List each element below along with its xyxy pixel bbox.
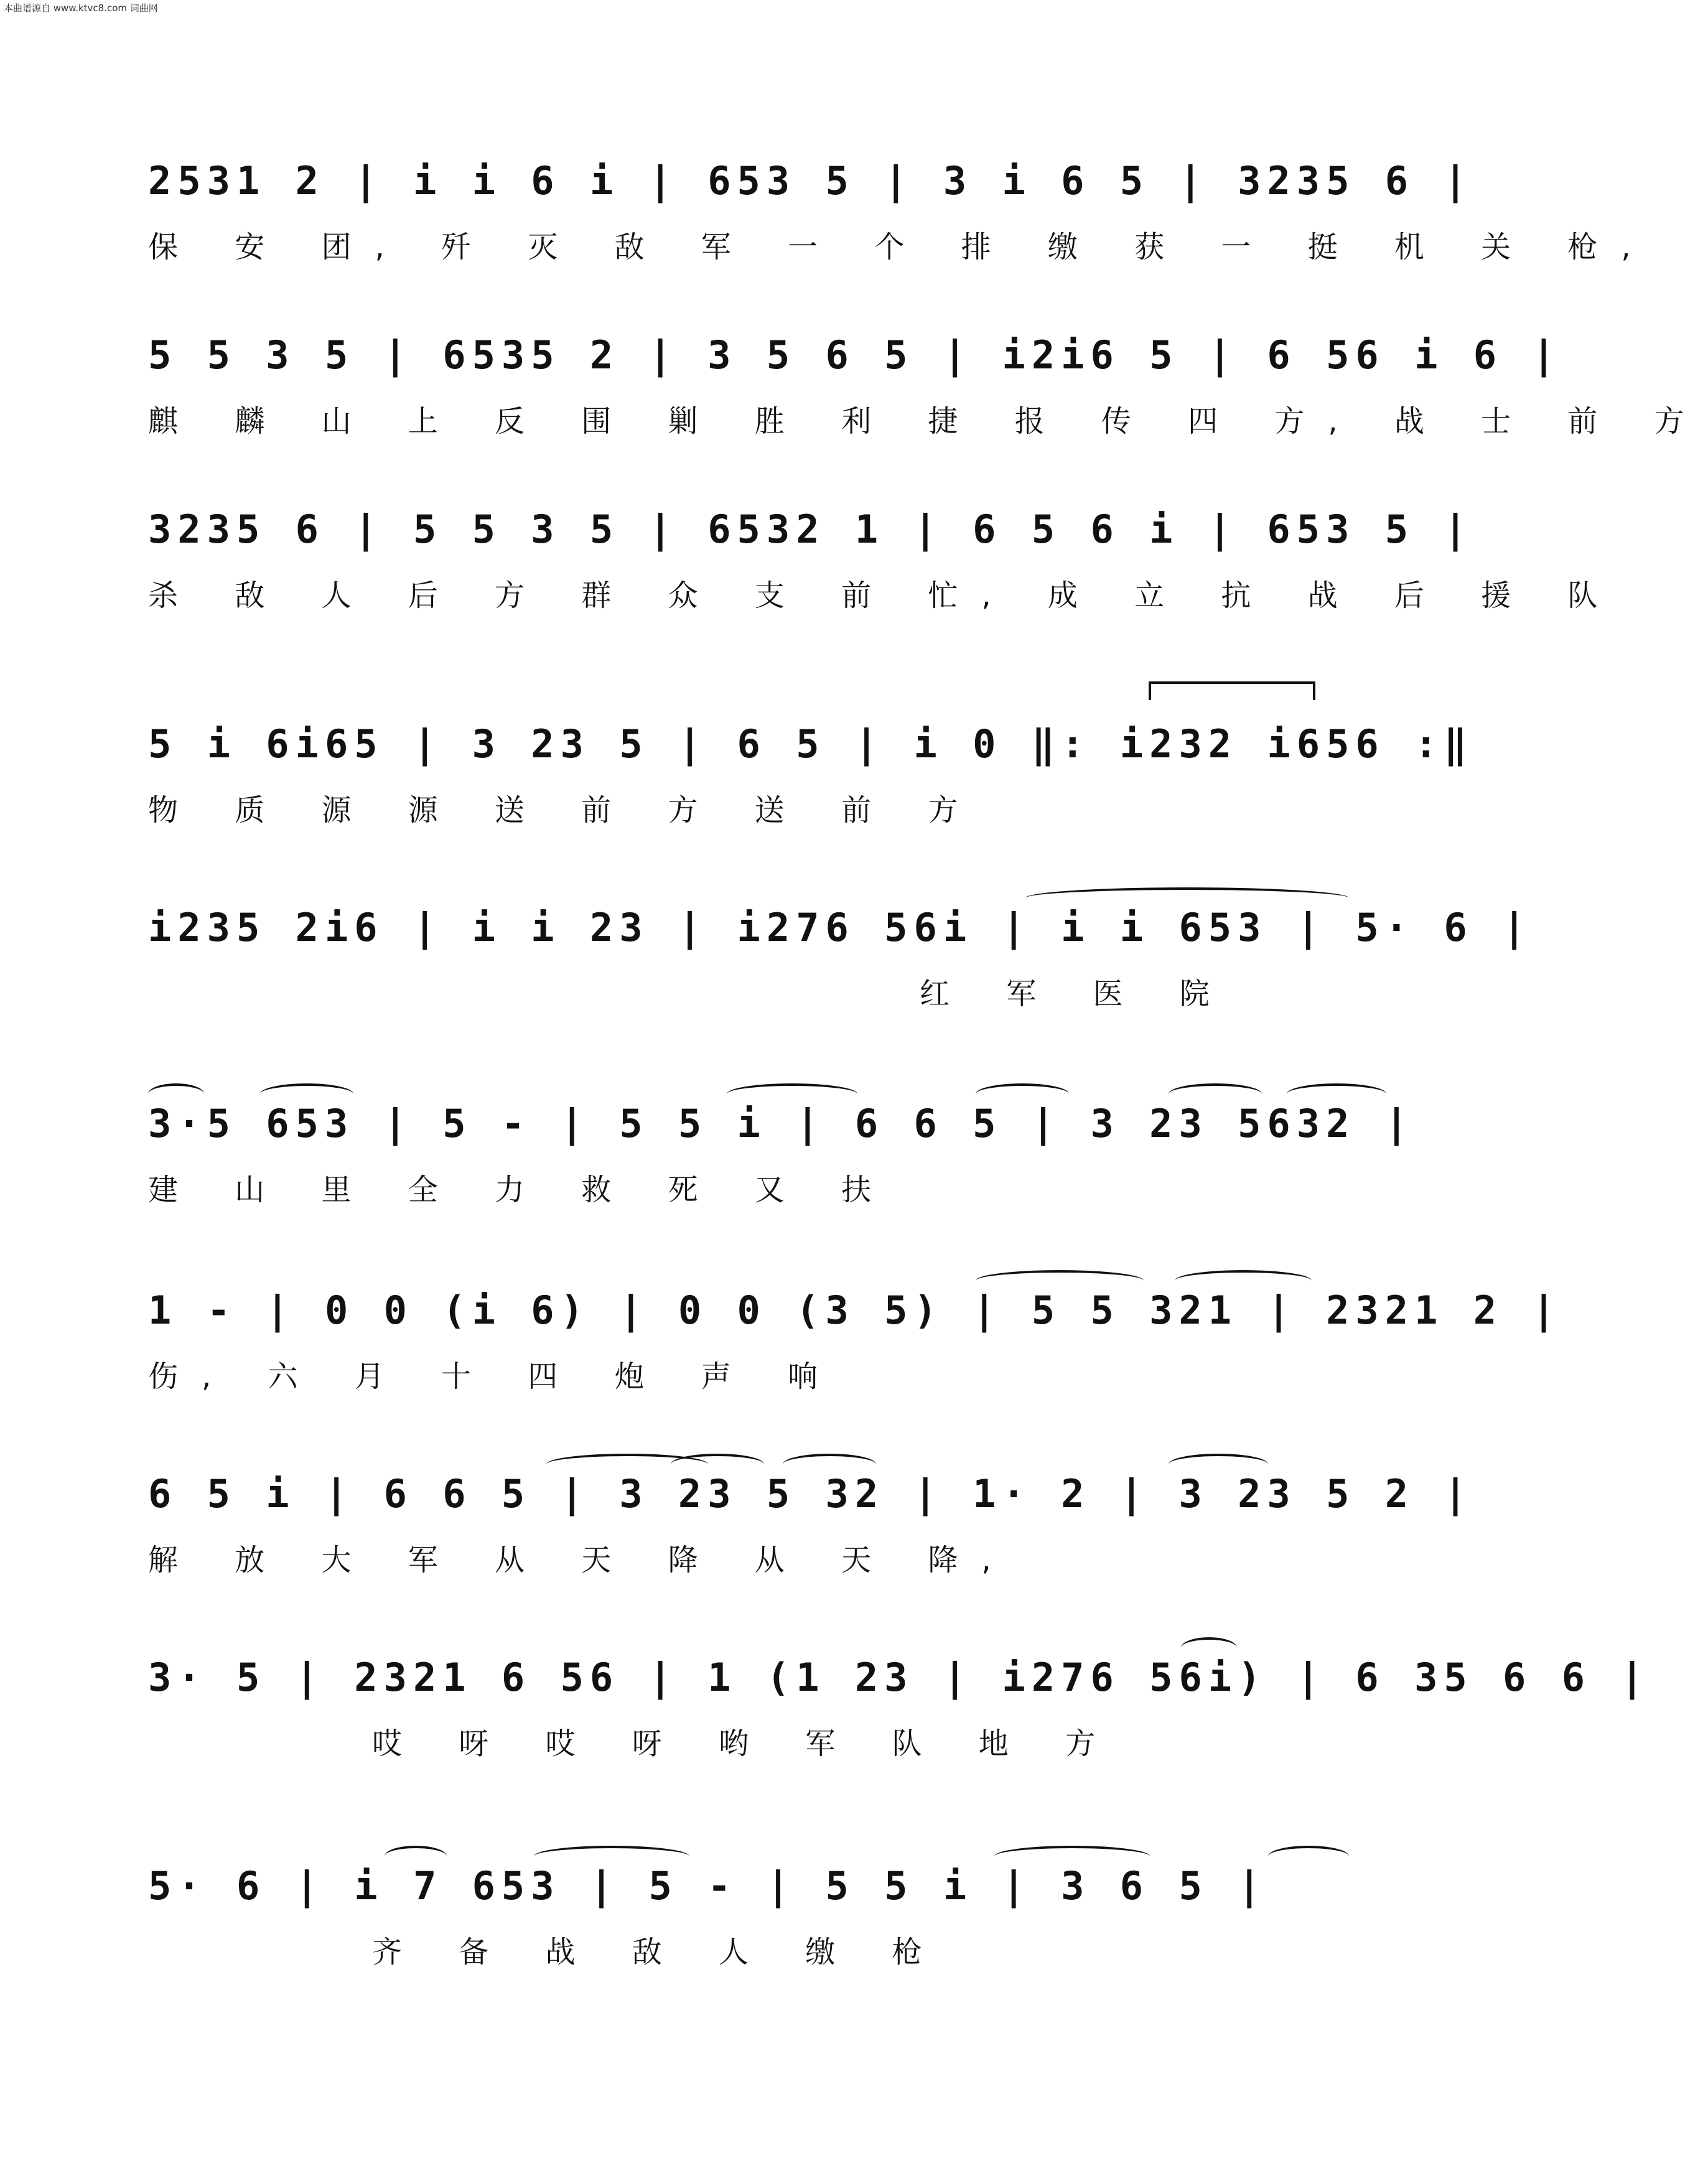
lyrics-line-1: 保 安 团, 歼 灭 敌 军 一 个 排 缴 获 一 挺 机 关 枪,	[148, 230, 1654, 264]
lyrics-line-4: 物 质 源 源 送 前 方 送 前 方	[148, 793, 982, 828]
lyrics-line-3: 杀 敌 人 后 方 群 众 支 前 忙, 成 立 抗 战 后 援 队	[148, 578, 1622, 613]
notation-line-5: i235 2i6 | i i 23 | i276 56i | i i 653 | 5· 6 |	[148, 904, 1533, 950]
lyrics-line-2: 麒 麟 山 上 反 围 剿 胜 利 捷 报 传 四 方, 战 士 前 方	[148, 404, 1708, 439]
lyrics-line-6: 建 山 里 全 力 救 死 又 扶	[148, 1172, 895, 1207]
notation-line-1: 2531 2 | i i 6 i | 653 5 | 3 i 6 5 | 3235 6 |	[148, 157, 1473, 203]
notation-line-6: 3·5 653 | 5 - | 5 5 i | 6 6 5 | 3 23 5632 |	[148, 1100, 1415, 1146]
repeat-bracket	[1149, 681, 1315, 700]
notation-line-9: 3· 5 | 2321 6 56 | 1 (1 23 | i276 56i) | 6 35 6 6 |	[148, 1654, 1650, 1700]
notation-line-10: 5· 6 | i 7 653 | 5 - | 5 5 i | 3 6 5 |	[148, 1863, 1267, 1909]
notation-line-2: 5 5 3 5 | 6535 2 | 3 5 6 5 | i2i6 5 | 6 56 i 6 |	[148, 332, 1562, 378]
lyrics-line-5: 红 军 医 院	[920, 976, 1233, 1011]
lyrics-line-7: 伤, 六 月 十 四 炮 声 响	[148, 1359, 842, 1394]
source-watermark: 本曲谱源自 www.ktvc8.com 词曲网	[4, 2, 158, 14]
notation-line-8: 6 5 i | 6 6 5 | 3 23 5 32 | 1· 2 | 3 23 5 2 |	[148, 1470, 1473, 1517]
notation-line-4: 5 i 6i65 | 3 23 5 | 6 5 | i 0 ‖: i232 i656 :‖	[148, 721, 1473, 767]
notation-line-3: 3235 6 | 5 5 3 5 | 6532 1 | 6 5 6 i | 653 5 |	[148, 506, 1473, 552]
lyrics-line-8: 解 放 大 军 从 天 降 从 天 降,	[148, 1543, 1015, 1578]
lyrics-line-10: 齐 备 战 敌 人 缴 枪	[372, 1935, 946, 1970]
notation-line-7: 1 - | 0 0 (i 6) | 0 0 (3 5) | 5 5 321 | 2321 2 |	[148, 1287, 1562, 1333]
lyrics-line-9: 哎 呀 哎 呀 哟 军 队 地 方	[372, 1726, 1119, 1761]
